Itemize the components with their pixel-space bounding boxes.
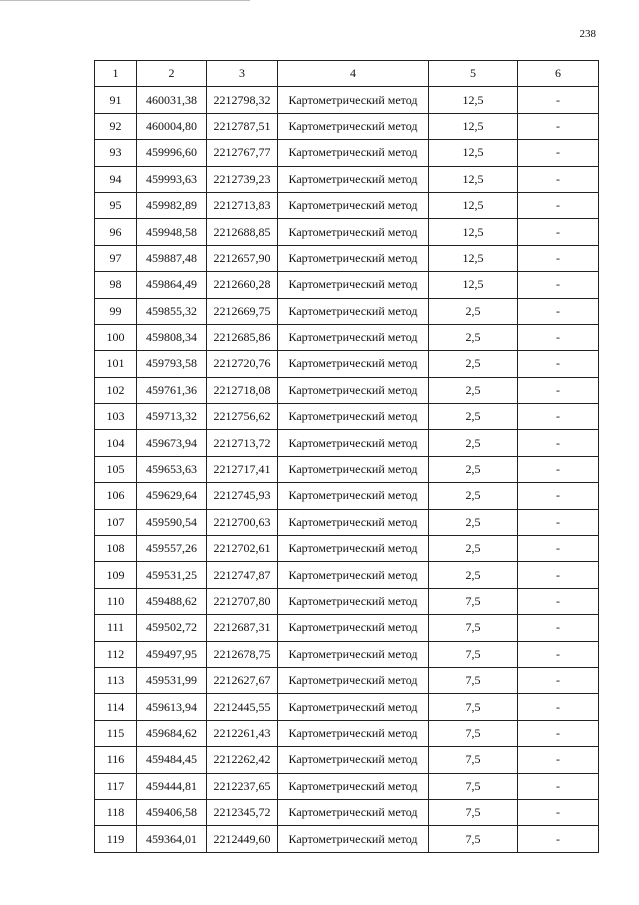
cell-method: Картометрический метод — [278, 536, 429, 562]
cell-note: - — [518, 377, 599, 403]
cell-note: - — [518, 615, 599, 641]
cell-y-coordinate: 2212756,62 — [207, 404, 278, 430]
cell-point-number: 118 — [95, 799, 137, 825]
cell-y-coordinate: 2212713,83 — [207, 192, 278, 218]
cell-method: Картометрический метод — [278, 219, 429, 245]
cell-method: Картометрический метод — [278, 377, 429, 403]
cell-y-coordinate: 2212720,76 — [207, 351, 278, 377]
header-col-1: 1 — [95, 61, 137, 87]
cell-accuracy: 7,5 — [429, 694, 518, 720]
cell-y-coordinate: 2212702,61 — [207, 536, 278, 562]
table-row — [95, 430, 599, 456]
cell-x-coordinate: 459406,58 — [137, 799, 207, 825]
table-row — [95, 192, 599, 218]
cell-note: - — [518, 324, 599, 350]
cell-note: - — [518, 562, 599, 588]
table-row — [95, 219, 599, 245]
cell-note: - — [518, 430, 599, 456]
cell-x-coordinate: 459855,32 — [137, 298, 207, 324]
cell-method: Картометрический метод — [278, 140, 429, 166]
table-row — [95, 140, 599, 166]
cell-note: - — [518, 351, 599, 377]
cell-x-coordinate: 459948,58 — [137, 219, 207, 245]
cell-accuracy: 12,5 — [429, 87, 518, 113]
cell-x-coordinate: 459982,89 — [137, 192, 207, 218]
cell-point-number: 95 — [95, 192, 137, 218]
cell-y-coordinate: 2212678,75 — [207, 641, 278, 667]
cell-y-coordinate: 2212787,51 — [207, 113, 278, 139]
cell-x-coordinate: 459444,81 — [137, 773, 207, 799]
cell-accuracy: 2,5 — [429, 536, 518, 562]
table-body — [95, 87, 599, 852]
cell-accuracy: 12,5 — [429, 166, 518, 192]
cell-point-number: 100 — [95, 324, 137, 350]
cell-method: Картометрический метод — [278, 298, 429, 324]
cell-note: - — [518, 219, 599, 245]
cell-accuracy: 2,5 — [429, 456, 518, 482]
table-row — [95, 747, 599, 773]
cell-x-coordinate: 459531,25 — [137, 562, 207, 588]
cell-x-coordinate: 459684,62 — [137, 720, 207, 746]
cell-point-number: 110 — [95, 588, 137, 614]
cell-note: - — [518, 826, 599, 852]
table-row — [95, 588, 599, 614]
cell-accuracy: 2,5 — [429, 324, 518, 350]
cell-point-number: 91 — [95, 87, 137, 113]
cell-x-coordinate: 459887,48 — [137, 245, 207, 271]
header-col-5: 5 — [429, 61, 518, 87]
cell-note: - — [518, 245, 599, 271]
cell-y-coordinate: 2212688,85 — [207, 219, 278, 245]
cell-note: - — [518, 588, 599, 614]
cell-accuracy: 2,5 — [429, 377, 518, 403]
cell-accuracy: 7,5 — [429, 747, 518, 773]
cell-method: Картометрический метод — [278, 192, 429, 218]
cell-accuracy: 7,5 — [429, 667, 518, 693]
cell-point-number: 93 — [95, 140, 137, 166]
header-col-2: 2 — [137, 61, 207, 87]
cell-point-number: 92 — [95, 113, 137, 139]
cell-method: Картометрический метод — [278, 799, 429, 825]
table-row — [95, 87, 599, 113]
header-col-3: 3 — [207, 61, 278, 87]
cell-y-coordinate: 2212449,60 — [207, 826, 278, 852]
cell-x-coordinate: 459713,32 — [137, 404, 207, 430]
cell-point-number: 106 — [95, 483, 137, 509]
cell-y-coordinate: 2212717,41 — [207, 456, 278, 482]
cell-accuracy: 7,5 — [429, 588, 518, 614]
cell-accuracy: 12,5 — [429, 219, 518, 245]
header-col-6: 6 — [518, 61, 599, 87]
cell-method: Картометрический метод — [278, 351, 429, 377]
cell-point-number: 96 — [95, 219, 137, 245]
coordinates-table — [94, 60, 599, 853]
cell-point-number: 98 — [95, 272, 137, 298]
table-row — [95, 324, 599, 350]
cell-y-coordinate: 2212798,32 — [207, 87, 278, 113]
cell-y-coordinate: 2212685,86 — [207, 324, 278, 350]
cell-method: Картометрический метод — [278, 773, 429, 799]
table-row — [95, 166, 599, 192]
cell-accuracy: 7,5 — [429, 720, 518, 746]
cell-method: Картометрический метод — [278, 562, 429, 588]
table-row — [95, 799, 599, 825]
cell-note: - — [518, 667, 599, 693]
cell-note: - — [518, 272, 599, 298]
cell-note: - — [518, 298, 599, 324]
cell-point-number: 117 — [95, 773, 137, 799]
cell-point-number: 105 — [95, 456, 137, 482]
cell-accuracy: 2,5 — [429, 509, 518, 535]
cell-note: - — [518, 773, 599, 799]
cell-method: Картометрический метод — [278, 324, 429, 350]
table-row — [95, 298, 599, 324]
table-row — [95, 272, 599, 298]
cell-x-coordinate: 459673,94 — [137, 430, 207, 456]
cell-accuracy: 2,5 — [429, 430, 518, 456]
table-row — [95, 694, 599, 720]
cell-method: Картометрический метод — [278, 113, 429, 139]
cell-y-coordinate: 2212660,28 — [207, 272, 278, 298]
cell-point-number: 116 — [95, 747, 137, 773]
cell-y-coordinate: 2212718,08 — [207, 377, 278, 403]
cell-point-number: 112 — [95, 641, 137, 667]
cell-y-coordinate: 2212445,55 — [207, 694, 278, 720]
cell-note: - — [518, 509, 599, 535]
cell-method: Картометрический метод — [278, 641, 429, 667]
cell-point-number: 107 — [95, 509, 137, 535]
table-row — [95, 720, 599, 746]
cell-point-number: 114 — [95, 694, 137, 720]
cell-method: Картометрический метод — [278, 166, 429, 192]
cell-accuracy: 2,5 — [429, 483, 518, 509]
table-row — [95, 562, 599, 588]
cell-x-coordinate: 459484,45 — [137, 747, 207, 773]
cell-x-coordinate: 459613,94 — [137, 694, 207, 720]
cell-x-coordinate: 459864,49 — [137, 272, 207, 298]
cell-accuracy: 7,5 — [429, 641, 518, 667]
cell-method: Картометрический метод — [278, 667, 429, 693]
cell-accuracy: 2,5 — [429, 298, 518, 324]
cell-method: Картометрический метод — [278, 483, 429, 509]
cell-y-coordinate: 2212745,93 — [207, 483, 278, 509]
cell-method: Картометрический метод — [278, 694, 429, 720]
cell-y-coordinate: 2212669,75 — [207, 298, 278, 324]
cell-accuracy: 7,5 — [429, 826, 518, 852]
cell-y-coordinate: 2212739,23 — [207, 166, 278, 192]
cell-point-number: 115 — [95, 720, 137, 746]
cell-x-coordinate: 459808,34 — [137, 324, 207, 350]
cell-accuracy: 12,5 — [429, 272, 518, 298]
cell-note: - — [518, 140, 599, 166]
cell-accuracy: 12,5 — [429, 245, 518, 271]
cell-x-coordinate: 459488,62 — [137, 588, 207, 614]
cell-accuracy: 7,5 — [429, 773, 518, 799]
cell-x-coordinate: 460004,80 — [137, 113, 207, 139]
table-row — [95, 245, 599, 271]
cell-note: - — [518, 747, 599, 773]
cell-point-number: 119 — [95, 826, 137, 852]
cell-method: Картометрический метод — [278, 826, 429, 852]
cell-point-number: 113 — [95, 667, 137, 693]
cell-y-coordinate: 2212687,31 — [207, 615, 278, 641]
cell-y-coordinate: 2212657,90 — [207, 245, 278, 271]
cell-x-coordinate: 459590,54 — [137, 509, 207, 535]
cell-accuracy: 12,5 — [429, 192, 518, 218]
cell-y-coordinate: 2212345,72 — [207, 799, 278, 825]
cell-accuracy: 2,5 — [429, 404, 518, 430]
cell-x-coordinate: 460031,38 — [137, 87, 207, 113]
cell-y-coordinate: 2212707,80 — [207, 588, 278, 614]
cell-accuracy: 7,5 — [429, 799, 518, 825]
cell-method: Картометрический метод — [278, 245, 429, 271]
cell-method: Картометрический метод — [278, 404, 429, 430]
cell-accuracy: 2,5 — [429, 351, 518, 377]
cell-y-coordinate: 2212237,65 — [207, 773, 278, 799]
table-row — [95, 404, 599, 430]
cell-note: - — [518, 720, 599, 746]
table-row — [95, 641, 599, 667]
cell-method: Картометрический метод — [278, 747, 429, 773]
cell-x-coordinate: 459996,60 — [137, 140, 207, 166]
cell-y-coordinate: 2212713,72 — [207, 430, 278, 456]
cell-note: - — [518, 536, 599, 562]
cell-point-number: 103 — [95, 404, 137, 430]
cell-point-number: 94 — [95, 166, 137, 192]
cell-y-coordinate: 2212627,67 — [207, 667, 278, 693]
table-row — [95, 536, 599, 562]
cell-y-coordinate: 2212700,63 — [207, 509, 278, 535]
cell-x-coordinate: 459557,26 — [137, 536, 207, 562]
cell-accuracy: 12,5 — [429, 113, 518, 139]
cell-method: Картометрический метод — [278, 456, 429, 482]
cell-x-coordinate: 459531,99 — [137, 667, 207, 693]
cell-x-coordinate: 459497,95 — [137, 641, 207, 667]
cell-note: - — [518, 192, 599, 218]
header-col-4: 4 — [278, 61, 429, 87]
cell-note: - — [518, 641, 599, 667]
cell-method: Картометрический метод — [278, 272, 429, 298]
cell-method: Картометрический метод — [278, 588, 429, 614]
cell-note: - — [518, 87, 599, 113]
table-row — [95, 113, 599, 139]
cell-x-coordinate: 459364,01 — [137, 826, 207, 852]
cell-method: Картометрический метод — [278, 430, 429, 456]
cell-y-coordinate: 2212261,43 — [207, 720, 278, 746]
table-row — [95, 377, 599, 403]
table-header-row — [95, 61, 599, 87]
cell-x-coordinate: 459653,63 — [137, 456, 207, 482]
table-row — [95, 351, 599, 377]
cell-x-coordinate: 459761,36 — [137, 377, 207, 403]
cell-point-number: 104 — [95, 430, 137, 456]
cell-note: - — [518, 483, 599, 509]
cell-method: Картометрический метод — [278, 87, 429, 113]
cell-accuracy: 7,5 — [429, 615, 518, 641]
table-row — [95, 456, 599, 482]
cell-method: Картометрический метод — [278, 615, 429, 641]
cell-x-coordinate: 459502,72 — [137, 615, 207, 641]
cell-note: - — [518, 113, 599, 139]
cell-point-number: 99 — [95, 298, 137, 324]
cell-note: - — [518, 694, 599, 720]
table-row — [95, 773, 599, 799]
cell-point-number: 108 — [95, 536, 137, 562]
cell-point-number: 97 — [95, 245, 137, 271]
cell-method: Картометрический метод — [278, 509, 429, 535]
table-row — [95, 509, 599, 535]
cell-y-coordinate: 2212747,87 — [207, 562, 278, 588]
cell-point-number: 109 — [95, 562, 137, 588]
cell-note: - — [518, 799, 599, 825]
cell-note: - — [518, 456, 599, 482]
table-row — [95, 615, 599, 641]
cell-y-coordinate: 2212767,77 — [207, 140, 278, 166]
cell-point-number: 101 — [95, 351, 137, 377]
cell-note: - — [518, 166, 599, 192]
table-row — [95, 667, 599, 693]
cell-note: - — [518, 404, 599, 430]
cell-accuracy: 12,5 — [429, 140, 518, 166]
table-row — [95, 483, 599, 509]
cell-point-number: 102 — [95, 377, 137, 403]
page-number: 238 — [579, 28, 596, 40]
cell-method: Картометрический метод — [278, 720, 429, 746]
cell-y-coordinate: 2212262,42 — [207, 747, 278, 773]
cell-x-coordinate: 459629,64 — [137, 483, 207, 509]
cell-x-coordinate: 459993,63 — [137, 166, 207, 192]
cell-accuracy: 2,5 — [429, 562, 518, 588]
table-row — [95, 826, 599, 852]
cell-point-number: 111 — [95, 615, 137, 641]
cell-x-coordinate: 459793,58 — [137, 351, 207, 377]
top-rule — [0, 0, 250, 1]
